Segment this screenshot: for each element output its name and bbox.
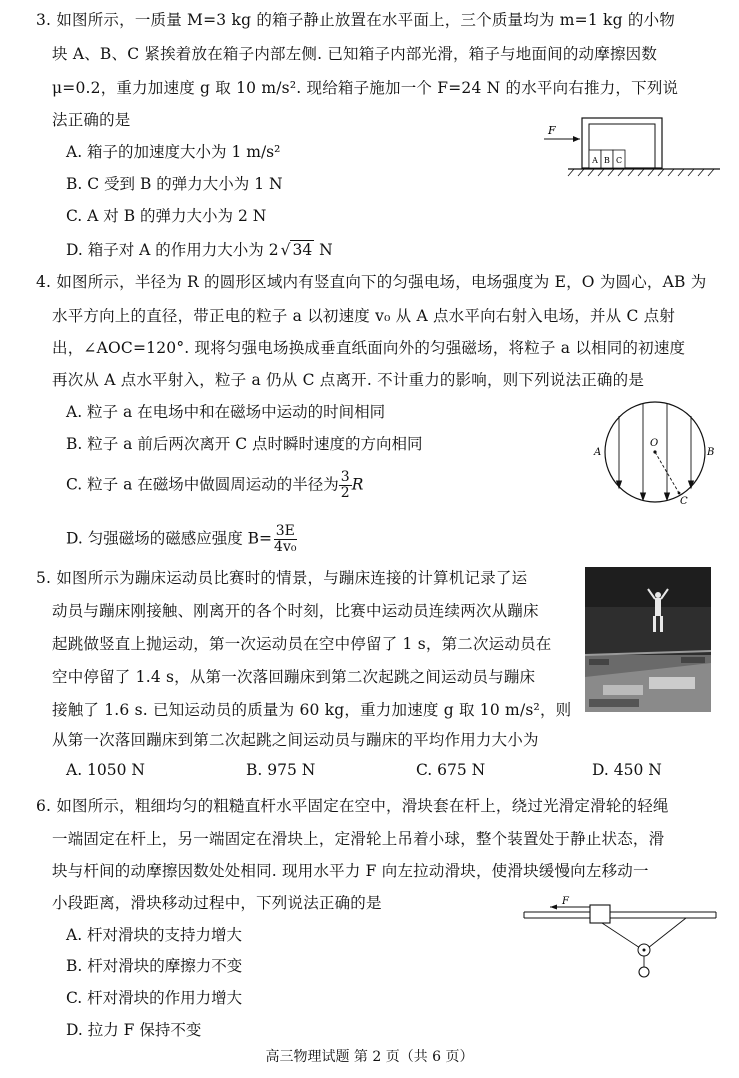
q6-line-2: 一端固定在杆上，另一端固定在滑块上，定滑轮上吊着小球，整个装置处于静止状态，滑 <box>52 830 665 848</box>
q3-option-d-unit: N <box>314 241 333 259</box>
q4-option-d-fraction: $\frac{3E}{\text{4v₀}}$ <box>274 523 297 555</box>
q4-label-c: C <box>680 496 688 506</box>
q5-option-c: C. 675 N <box>416 761 486 779</box>
q3-line-4: 法正确的是 <box>52 111 131 129</box>
q6-rod-pulley-diagram <box>520 892 720 984</box>
q3-block-a-label: A <box>592 156 598 165</box>
q4-line-3: 出，∠AOC=120°. 现将匀强电场换成垂直纸面向外的匀强磁场，将粒子 a 以相同的初速度 <box>52 339 686 357</box>
q4-label-o: O <box>650 438 659 449</box>
q3-option-d: D. 箱子对 A 的作用力大小为 2 √ 34 N <box>66 241 333 259</box>
q4-option-b: B. 粒子 a 前后两次离开 C 点时瞬时速度的方向相同 <box>66 435 423 453</box>
q6-option-a: A. 杆对滑块的支持力增大 <box>66 926 243 944</box>
q3-block-b-label: B <box>604 156 610 165</box>
q3-option-d-text: D. 箱子对 A 的作用力大小为 2 <box>66 241 279 259</box>
q4-circle-diagram <box>592 400 722 506</box>
q4-line-4: 再次从 A 点水平射入，粒子 a 仍从 C 点离开. 不计重力的影响，则下列说法正确的是 <box>52 371 645 389</box>
q4-option-c-radius: R <box>351 475 364 494</box>
q6-force-label: F <box>562 896 569 907</box>
q5-line-1: 5. 如图所示为蹦床运动员比赛时的情景，与蹦床连接的计算机记录了运 <box>36 569 528 587</box>
q4-line-1: 4. 如图所示，半径为 R 的圆形区域内有竖直向下的匀强电场，电场强度为 E，O 为圆心，AB 为 <box>36 273 707 291</box>
q3-box-diagram <box>540 112 730 184</box>
q6-option-c: C. 杆对滑块的作用力增大 <box>66 989 243 1007</box>
q6-line-1: 6. 如图所示，粗细均匀的粗糙直杆水平固定在空中，滑块套在杆上，绕过光滑定滑轮的轻绳 <box>36 797 669 815</box>
q3-force-label: F <box>548 124 556 137</box>
q5-option-a: A. 1050 N <box>66 761 145 779</box>
q3-option-d-radicand: 34 <box>292 241 313 259</box>
q5-line-6: 从第一次落回蹦床到第二次起跳之间运动员与蹦床的平均作用力大小为 <box>52 731 539 749</box>
q5-option-b: B. 975 N <box>246 761 316 779</box>
q6-option-b: B. 杆对滑块的摩擦力不变 <box>66 957 243 975</box>
q4-line-2: 水平方向上的直径，带正电的粒子 a 以初速度 v₀ 从 A 点水平向右射入电场，并从 C 点射 <box>52 307 676 325</box>
page-footer: 高三物理试题 第 2 页（共 6 页） <box>265 1049 474 1065</box>
q4-option-d <box>66 524 298 555</box>
q3-option-c: C. A 对 B 的弹力大小为 2 N <box>66 207 267 225</box>
q5-line-3: 起跳做竖直上抛运动，第一次运动员在空中停留了 1 s，第二次运动员在 <box>52 635 552 653</box>
q5-line-2: 动员与蹦床刚接触、刚离开的各个时刻，比赛中运动员连续两次从蹦床 <box>52 602 539 620</box>
q6-line-4: 小段距离，滑块移动过程中，下列说法正确的是 <box>52 894 382 912</box>
trampoline-photo <box>585 567 711 712</box>
q3-line-1: 3. 如图所示，一质量 M=3 kg 的箱子静止放置在水平面上，三个质量均为 m=1 kg 的小物 <box>36 11 675 29</box>
q6-option-d: D. 拉力 F 保持不变 <box>66 1021 202 1039</box>
q5-line-4: 空中停留了 1.4 s，从第一次落回蹦床到第二次起跳之间运动员与蹦床 <box>52 668 536 686</box>
q5-option-d: D. 450 N <box>592 761 662 779</box>
q4-option-a: A. 粒子 a 在电场中和在磁场中运动的时间相同 <box>66 403 386 421</box>
q4-label-a: A <box>594 447 602 458</box>
q4-option-c-text: C. 粒子 a 在磁场中做圆周运动的半径为 <box>66 475 339 494</box>
q3-option-a: A. 箱子的加速度大小为 1 m/s² <box>66 143 281 161</box>
q3-line-3: μ=0.2，重力加速度 g 取 10 m/s². 现给箱子施加一个 F=24 N 的水平向右推力，下列说 <box>52 79 679 97</box>
q3-option-b: B. C 受到 B 的弹力大小为 1 N <box>66 175 283 193</box>
q5-line-5: 接触了 1.6 s. 已知运动员的质量为 60 kg，重力加速度 g 取 10 m/s²，则 <box>52 701 572 719</box>
q3-block-c-label: C <box>615 156 623 165</box>
q4-label-b: B <box>707 447 715 458</box>
q4-option-d-text: D. 匀强磁场的磁感应强度 B= <box>66 529 273 548</box>
q4-option-c <box>66 470 363 501</box>
q6-line-3: 块与杆间的动摩擦因数处处相同. 现用水平力 F 向左拉动滑块，使滑块缓慢向左移动一 <box>52 862 649 880</box>
q4-option-c-fraction: $\frac{3}{2}$ <box>340 469 350 501</box>
q3-line-2: 块 A、B、C 紧挨着放在箱子内部左侧. 已知箱子内部光滑，箱子与地面间的动摩擦因数 <box>52 45 658 63</box>
